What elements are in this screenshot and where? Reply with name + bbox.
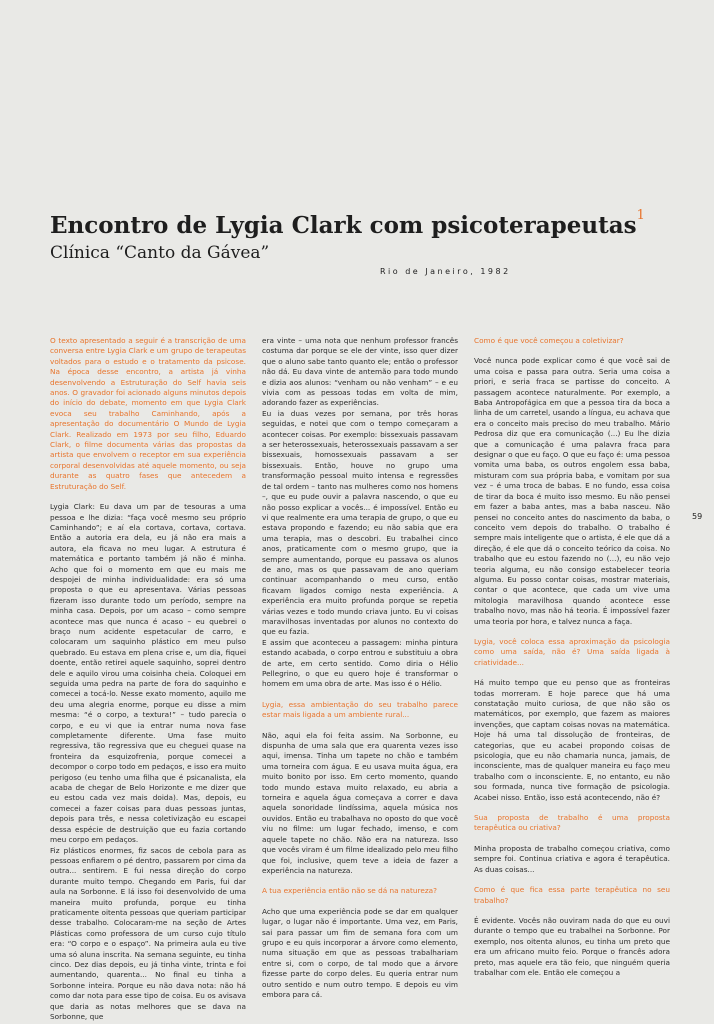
title-text: Encontro de Lygia Clark com psicoterapeutas [50, 212, 637, 239]
question-heading: Como é que você começou a coletivizar? [474, 336, 624, 345]
title-footnote-marker: 1 [636, 208, 645, 223]
answer-paragraph: É evidente. Vocês não ouviram nada do que eu ouvi durante o tempo que eu trabalhei na Sorbonne. Por exemplo, nos oitenta alunos, eu tinha um preto que era um africano muito feio. Porque o francês adora preto, mas aquele era tão feio, que ninguém queria trabalhar com ele. Então ele começou a [474, 915, 670, 977]
body-paragraph: Fiz plásticos enormes, fiz sacos de cebola para as pessoas enfiarem o pé dentro, passarem por cima da outra... sentirem. E fui nessa direção do corpo durante muito tempo. Chegando em Paris, fui dar aula na Sorbonne. E lá isso foi desenvolvido de uma maneira muito profunda, porque eu tinha praticamente oitenta pessoas que queriam participar desse trabalho. Colocaram-me na seção de Artes Plásticas como professora de um curso cujo título era: “O corpo e o espaço”. Na primeira aula eu tive uma só aluna inscrita. Na semana seguinte, eu tinha cinco. Dez dias depois, eu já tinha vinte, trinta e foi aumentando, quarenta... No final eu tinha a Sorbonne inteira. Porque eu não dava nota: não há como dar nota para esse tipo de coisa. Eu os avisava que daria as notas melhores que se dava na Sorbonne, que [50, 845, 246, 1021]
question-heading: Lygia, você coloca essa aproximação da psicologia como uma saída, não é? Uma saída ligada à criatividade... [474, 636, 670, 667]
column-1 [50, 336, 246, 1021]
column-2 [262, 336, 458, 1016]
location-date: Rio de Janeiro, 1982 [380, 267, 511, 276]
body-paragraph: Lygia Clark: Eu dava um par de tesouras a uma pessoa e lhe dizia: “faça você mesmo seu próprio Caminhando”; e aí ela cortava, cortava, cortava. Então a autoria era dela, eu já não era mais a autora, ela ficava no meu lugar. A estrutura é matemática e portanto também já não é minha. Acho que foi o momento em que eu mais me despojei de minha individualidade: era só uma proposta o que eu apresentava. Várias pessoas fizeram isso durante todo um período, sempre na minha casa. Depois, por um acaso – como sempre acontece mas que nunca é acaso – eu quebrei o braço num acidente espetacular de carro, e colocaram um saquinho plástico em meu pulso quebrado. Eu estava em plena crise e, um dia, fiquei doente, então retirei aquele saquinho, soprei dentro dele e aquilo virou uma coisinha cheia. Coloquei em seguida uma pedra na parte de fora do saquinho e comecei a tocá-lo. Nesse exato momento, aquilo me deu uma alegria enorme, porque eu disse a mim mesma: “é o corpo, a textura!” – tudo parecia o corpo, e eu vi que ia entrar numa nova fase completamente diferente. Uma fase muito regressiva, tão regressiva que eu cheguei quase na fronteira da esquizofrenia, porque comecei a decompor o corpo todo em pedaços, e isso era muito perigoso (eu tenho uma filha que é psicanalista, ela acaba de chegar de Belo Horizonte e me dizer que eu estou cada vez mais doida). Mas, depois, eu comecei a fazer coisas para duas pessoas juntas, depois para três, e nessa coletivização eu escapei dessa espécie de destruição que eu fazia cortando meu corpo em pedaços. [50, 502, 246, 845]
page-number: 59 [692, 512, 703, 521]
answer-paragraph: Não, aqui ela foi feita assim. Na Sorbonne, eu dispunha de uma sala que era quarenta vezes isso aqui, imensa. Tinha um tapete no chão e também uma torneira com água. E eu usava muita água, era muito bonito por isso. Em certo momento, quando todo mundo estava muito relaxado, eu abria a torneira e aquela água começava a correr e dava aquela sonoridade lindíssima, aquela música nos ouvidos. Então eu trabalhava no oposto do que você viu no filme: um lugar fechado, imenso, e com aquele tapete no chão. Não era na natureza. Isso que vocês viram é um filme idealizado pelo meu filho que foi, inclusive, quem teve a ideia de fazer a experiência na natureza. [262, 730, 458, 875]
question-heading: Como é que fica essa parte terapêutica no seu trabalho? [474, 885, 670, 905]
question-heading: A tua experiência então não se dá na natureza? [262, 886, 438, 896]
body-paragraph: era vinte – uma nota que nenhum professor francês costuma dar porque se ele der vinte, isso quer dizer que o aluno sabe tanto quanto ele; então o professor não dá. Eu dava vinte de antemão para todo mundo e dizia aos alunos: “venham ou não venham” – e eu vivia com as pessoas todas em volta de mim, adorando fazer as experiências. [262, 336, 458, 408]
intro-paragraph: O texto apresentado a seguir é a transcrição de uma conversa entre Lygia Clark e um grupo de terapeutas voltados para o estudo e o tratamento da psicose. Na época desse encontro, a artista já vinha desenvolvendo a Estruturação do Self havia seis anos. O gravador foi acionado alguns minutos depois do início do debate, momento em que Lygia Clark evoca seu trabalho Caminhando, após a apresentação do documentário O Mundo de Lygia Clark. Realizado em 1973 por seu filho, Eduardo Clark, o filme documenta várias das propostas da artista que envolvem o receptor em sua experiência corporal desenvolvidas até aquele momento, ou seja durante as quatro fases que antecedem a Estruturação do Self. [50, 336, 246, 491]
question-heading: Sua proposta de trabalho é uma proposta terapêutica ou criativa? [474, 813, 670, 833]
answer-paragraph: Acho que uma experiência pode se dar em qualquer lugar, o lugar não é importante. Uma vez, em Paris, sai para passar um fim de semana fora com um grupo e eu quis incorporar a árvore como elemento, numa situação em que as pessoas trabalhariam entre si, com o corpo, de tal modo que a árvore fizesse parte do corpo deles. Eu queria entrar num outro sentido e num outro tempo. E depois eu vim embora para cá. [262, 906, 458, 999]
body-paragraph: E assim que aconteceu a passagem: minha pintura estando acabada, o corpo entrou e substituiu a obra de arte, em certo sentido. Como diria o Hélio Pellegrino, o que eu quero hoje é transformar o homem em uma obra de arte. Mas isso é o Hélio. [262, 637, 458, 689]
column-3 [474, 336, 670, 1016]
answer-paragraph: Minha proposta de trabalho começou criativa, como sempre foi. Continua criativa e agora é terapêutica. As duas coisas... [474, 843, 670, 874]
question-heading: Lygia, essa ambientação do seu trabalho parece estar mais ligada a um ambiente rural... [262, 699, 458, 720]
answer-paragraph: Há muito tempo que eu penso que as fronteiras todas morreram. E hoje parece que há uma constatação muito curiosa, de que não são os matemáticos, por exemplo, que fazem as maiores invenções, que captam coisas novas na matemática. Hoje há uma tal dissolução de fronteiras, de categorias, que eu acabei propondo coisas de psicologia, que eu não chamaria nunca, jamais, de inconsciente, mas de qualquer maneira eu faço meu trabalho com o inconsciente. E, no entanto, eu não sou formada, nunca tive formação de psicologia. Acabei nisso. Então, isso está acontecendo, não é? [474, 678, 670, 802]
answer-paragraph: Você nunca pode explicar como é que você sai de uma coisa e passa para outra. Seria uma coisa a priori, e seria fraca se partisse do conceito. A passagem acontece naturalmente. Por exemplo, a Baba Antropofágica em que a pessoa tira da boca a linha de um carretel, usando a língua, eu achava que era o conceito mais preciso do meu trabalho. Mário Pedrosa diz que era comunicação (...) Eu lhe dizia que a comunicação é uma palavra fraca para designar o que eu faço. O que eu faço é: uma pessoa vomita uma baba, os outros engolem essa baba, misturam com sua própria baba, e vomitam por sua vez – é uma troca de babas. E no fundo, essa coisa de tirar da boca é muito isso mesmo. Eu não pensei em fazer a baba antes, mas a baba nasceu. Não pensei no conceito antes do nascimento da baba, o conceito vem depois do trabalho. O trabalho é sempre mais inteligente que o artista, é ele que dá a direção, é ele que dá o conceito teórico da coisa. No trabalho que eu estou fazendo no (...), eu não vejo teoria alguma, eu não consigo estabelecer teoria alguma. Eu posso contar coisas, mostrar materiais, contar o que acontece, que cada um vive uma mitologia maravilhosa quando acontece esse trabalho novo, mas não há teoria. É impossível fazer uma teoria por hora, e talvez nunca a faça. [474, 356, 670, 626]
article-title [50, 208, 670, 240]
article-subtitle: Clínica “Canto da Gávea” [50, 243, 270, 263]
body-paragraph: Eu ia duas vezes por semana, por três horas seguidas, e notei que com o tempo começaram a acontecer coisas. Por exemplo: bissexuais passavam a ser heterossexuais, heterossexuais passavam a ser bissexuais, homossexuais passavam a ser bissexuais. Então, houve no grupo uma transformação pessoal muito intensa e regressões de tal ordem – tanto nas mulheres como nos homens –, que eu pude ouvir a palavra nascendo, o que eu não posso explicar a vocês... é impossível. Então eu vi que realmente era uma terapia de grupo, o que eu estava propondo e fazendo; eu não sabia que era uma terapia, mas o descobri. Eu trabalhei cinco anos, praticamente com o mesmo grupo, que ia sempre aumentando, porque eu passava os alunos de ano, mas os que passavam de ano queriam continuar acompanhando o meu curso, então ficavam ligados comigo nesta experiência. A experiência era muito profunda porque se repetia várias vezes e todo mundo criava junto. Eu vi coisas maravilhosas inventadas por alunos no contexto do que eu fazia. [262, 408, 458, 637]
